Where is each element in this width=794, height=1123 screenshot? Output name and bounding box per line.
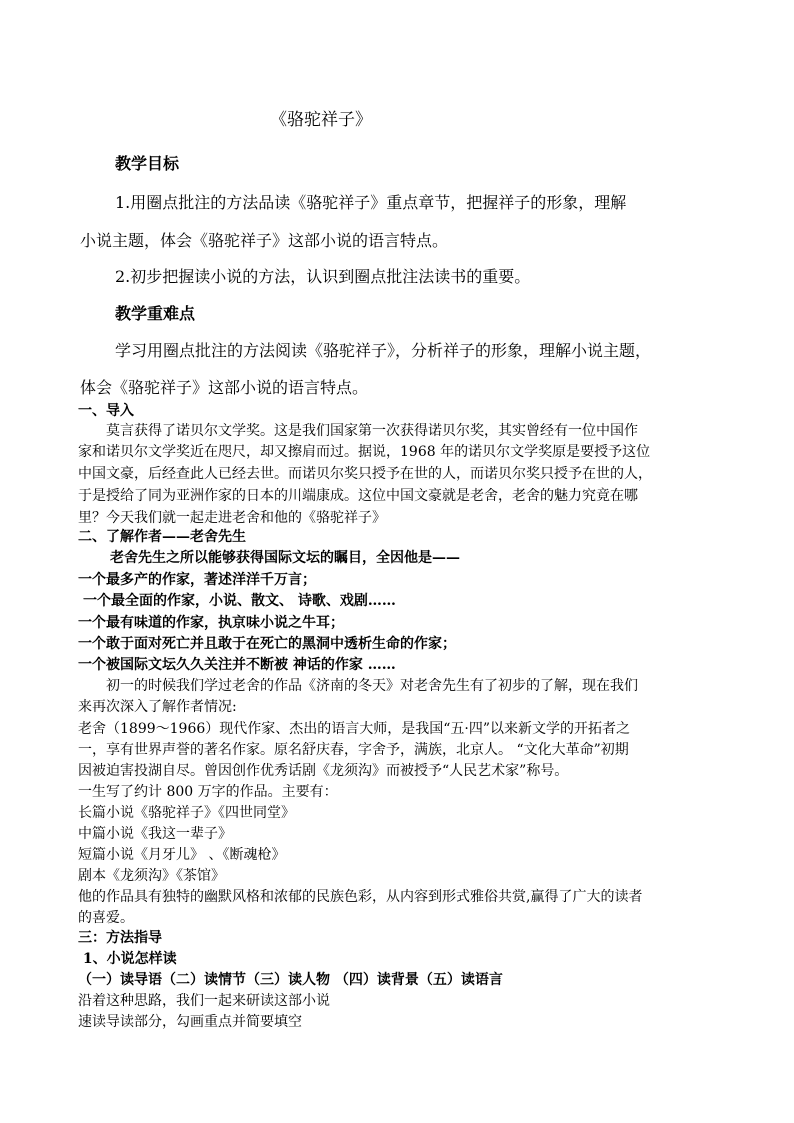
objective-1-line-1: 1.用圈点批注的方法品读《骆驼祥子》重点章节，把握祥子的形象，理解 [115,193,627,212]
objective-1-line-2: 小说主题，体会《骆驼祥子》这部小说的语言特点。 [80,231,449,250]
intro-heading: 一、导入 [78,403,134,419]
author-trait: 一个敢于面对死亡并且敢于在死亡的黑洞中透析生命的作家； [78,636,456,652]
work-item: 剧本《龙须沟》《茶馆》 [78,868,225,884]
author-bio-line: 一生写了约计 800 万字的作品。主要有： [78,784,338,800]
author-closing-line-1: 他的作品具有独特的幽默风格和浓郁的民族色彩，从内容到形式雅俗共赏,赢得了广大的读者 [78,889,643,905]
method-heading: 三：方法指导 [78,930,162,946]
intro-line: 莫言获得了诺贝尔文学奖。这是我们国家第一次获得诺贝尔奖，其实曾经有一位中国作 [106,423,638,439]
author-trait: 一个最有味道的作家，执京味小说之牛耳； [78,615,344,631]
work-item: 短篇小说《月牙儿》 、《断魂枪》 [78,847,286,863]
key-points-heading: 教学重难点 [115,304,196,323]
intro-line: 里？今天我们就一起走进老舍和他的《骆驼祥子》 [78,510,386,526]
page-title: 《骆驼祥子》 [270,110,372,130]
intro-line: 于是授给了同为亚洲作家的日本的川端康成。这位中国文豪就是老舍，老舍的魅力究竟在哪 [78,488,638,504]
author-bio-line: 一，享有世界声誉的著名作家。原名舒庆春，字舍予，满族，北京人。 “文化大革命”初期 [78,742,629,758]
method-line-2: 速读导读部分，勾画重点并简要填空 [78,1014,302,1030]
author-bio-line: 老舍（1899～1966）现代作家、杰出的语言大师，是我国“五·四”以来新文学的开拓者之 [78,721,631,737]
author-trait: 一个被国际文坛久久关注并不断被 神话的作家 …… [78,657,396,673]
author-bio-line: 因被迫害投湖自尽。曾因创作优秀话剧《龙须沟》而被授予“人民艺术家”称号。 [78,763,569,779]
intro-line: 中国文豪，后经查此人已经去世。而诺贝尔奖只授予在世的人，而诺贝尔奖只授予在世的人， [78,466,652,482]
author-closing-line-2: 的喜爱。 [78,910,134,926]
key-points-line-2: 体会《骆驼祥子》这部小说的语言特点。 [80,378,369,397]
objective-2: 2.初步把握读小说的方法，认识到圈点批注法读书的重要。 [115,267,531,286]
objectives-heading: 教学目标 [115,154,180,173]
work-item: 长篇小说《骆驼祥子》《四世同堂》 [78,805,295,821]
author-lead: 老舍先生之所以能够获得国际文坛的瞩目，全因他是—— [110,550,460,566]
author-para-line-2: 来再次深入了解作者情况: [78,699,237,715]
author-heading: 二、了解作者——老舍先生 [78,529,246,545]
method-subheading: 1、小说怎样读 [78,951,177,967]
author-trait: 一个最多产的作家，著述洋洋千万言； [78,572,316,588]
author-para-line-1: 初一的时候我们学过老舍的作品《济南的冬天》对老舍先生有了初步的了解，现在我们 [106,678,638,694]
method-line-1: 沿着这种思路，我们一起来研读这部小说 [78,993,330,1009]
intro-line: 家和诺贝尔文学奖近在咫尺，却又擦肩而过。据说，1968 年的诺贝尔文学奖原是要授予这位 [78,444,651,460]
key-points-line-1: 学习用圈点批注的方法阅读《骆驼祥子》，分析祥子的形象，理解小说主题， [115,341,652,360]
method-steps: （一）读导语（二）读情节（三）读人物 （四）读背景（五）读语言 [78,972,503,988]
work-item: 中篇小说《我这一辈子》 [78,826,232,842]
author-trait: 一个最全面的作家，小说、散文、 诗歌、戏剧…… [83,593,396,609]
